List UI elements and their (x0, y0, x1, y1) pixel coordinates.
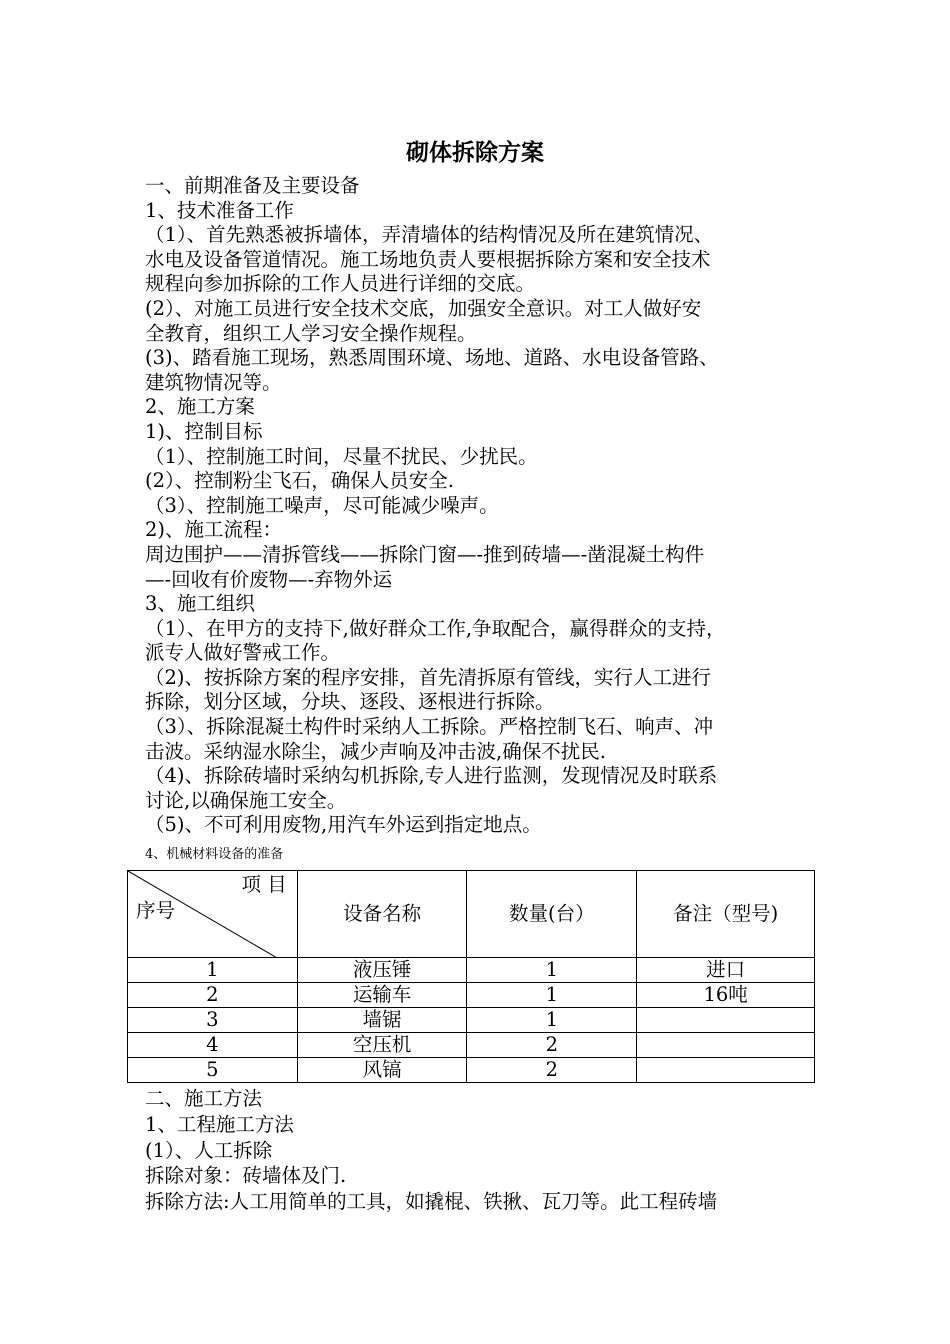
paragraph-line: 拆除对象：砖墙体及门. (145, 1164, 347, 1188)
paragraph-line: (1）、人工拆除 (145, 1138, 273, 1162)
paragraph-line: 1、工程施工方法 (145, 1112, 294, 1136)
table-row (128, 958, 815, 983)
paragraph-line: 1)、控制目标 (145, 419, 263, 443)
table-row (128, 1033, 815, 1058)
table-cell-qty: 2 (467, 1033, 637, 1058)
page-title: 砌体拆除方案 (406, 140, 544, 166)
table-cell-name: 空压机 (297, 1033, 467, 1058)
table-cell-qty: 1 (467, 958, 637, 983)
table-cell-note: 进口 (637, 958, 815, 983)
table-row (128, 1058, 815, 1083)
table-cell-note (637, 1033, 815, 1058)
table-cell-note (637, 1008, 815, 1033)
table-cell-qty: 1 (467, 983, 637, 1008)
table-cell-no: 4 (128, 1033, 298, 1058)
paragraph-line: —-回收有价废物—-弃物外运 (145, 567, 393, 591)
paragraph-line: 1、技术准备工作 (145, 198, 294, 222)
paragraph-line: (2）、对施工员进行安全技术交底，加强安全意识。对工人做好安 (145, 296, 702, 320)
table-cell-no: 1 (128, 958, 298, 983)
paragraph-line: (2）、控制粉尘飞石，确保人员安全. (145, 469, 454, 493)
paragraph-line: 规程向参加拆除的工作人员进行详细的交底。 (145, 272, 536, 296)
header-device-name: 设备名称 (297, 871, 467, 958)
equipment-table (127, 870, 815, 1083)
paragraph-line: 拆除方法:人工用简单的工具，如撬棍、铁揪、瓦刀等。此工程砖墙 (145, 1190, 718, 1214)
body-section-1 (145, 174, 815, 838)
table-cell-name: 风镐 (297, 1058, 467, 1083)
table-caption: 4、机械材料设备的准备 (145, 847, 284, 862)
paragraph-line: （4)、拆除砖墙时采纳勾机拆除,专人进行监测，发现情况及时联系 (145, 764, 718, 788)
table-cell-no: 3 (128, 1008, 298, 1033)
header-remark: 备注（型号) (637, 871, 815, 958)
table-cell-no: 2 (128, 983, 298, 1008)
paragraph-line: （1）、首先熟悉被拆墙体，弄清墙体的结构情况及所在建筑情况、 (145, 223, 714, 247)
table-cell-qty: 2 (467, 1058, 637, 1083)
paragraph-line: 全教育，组织工人学习安全操作规程。 (145, 321, 477, 345)
table-cell-note (637, 1058, 815, 1083)
paragraph-line: （3）、控制施工噪声，尽可能减少噪声。 (145, 493, 499, 517)
table-row (128, 983, 815, 1008)
body-section-2 (145, 1086, 815, 1215)
table-row (128, 1008, 815, 1033)
paragraph-line: 水电及设备管道情况。施工场地负责人要根据拆除方案和安全技术 (145, 247, 711, 271)
paragraph-line: （3）、拆除混凝土构件时采纳人工拆除。严格控制飞石、响声、冲 (145, 715, 714, 739)
paragraph-line: 3、施工组织 (145, 592, 255, 616)
paragraph-line: 讨论,以确保施工安全。 (145, 788, 347, 812)
paragraph-line: 建筑物情况等。 (145, 370, 282, 394)
paragraph-line: (3)、踏看施工现场，熟悉周围环境、场地、道路、水电设备管路、 (145, 346, 719, 370)
paragraph-line: 2、施工方案 (145, 395, 255, 419)
paragraph-line: （1）、控制施工时间，尽量不扰民、少扰民。 (145, 444, 538, 468)
paragraph-line: （1）、在甲方的支持下,做好群众工作,争取配合，赢得群众的支持， (145, 616, 726, 640)
table-cell-name: 运输车 (297, 983, 467, 1008)
table-cell-qty: 1 (467, 1008, 637, 1033)
header-quantity: 数量(台） (467, 871, 637, 958)
table-cell-note: 16吨 (637, 983, 815, 1008)
header-number-label: 序号 (136, 899, 176, 922)
paragraph-line: 拆除，划分区域，分块、逐段、逐根进行拆除。 (145, 690, 555, 714)
table-cell-name: 墙锯 (297, 1008, 467, 1033)
table-header-row (128, 871, 815, 958)
paragraph-line: 派专人做好警戒工作。 (145, 641, 341, 665)
paragraph-line: （5)、不可利用废物,用汽车外运到指定地点。 (145, 813, 542, 837)
table-cell-name: 液压锤 (297, 958, 467, 983)
paragraph-line: （2)、按拆除方案的程序安排，首先清拆原有管线，实行人工进行 (145, 665, 712, 689)
paragraph-line: 周边围护——清拆管线——拆除门窗—-推到砖墙—-凿混凝土构件 (145, 542, 705, 566)
header-item-label: 项 目 (241, 873, 287, 896)
paragraph-line: 二、施工方法 (145, 1087, 263, 1110)
table-cell-no: 5 (128, 1058, 298, 1083)
diagonal-header-cell (128, 871, 298, 958)
paragraph-line: 击波。采纳湿水除尘，减少声响及冲击波,确保不扰民. (145, 739, 606, 763)
paragraph-line: 一、前期准备及主要设备 (145, 174, 360, 197)
paragraph-line: 2)、施工流程： (145, 518, 283, 542)
